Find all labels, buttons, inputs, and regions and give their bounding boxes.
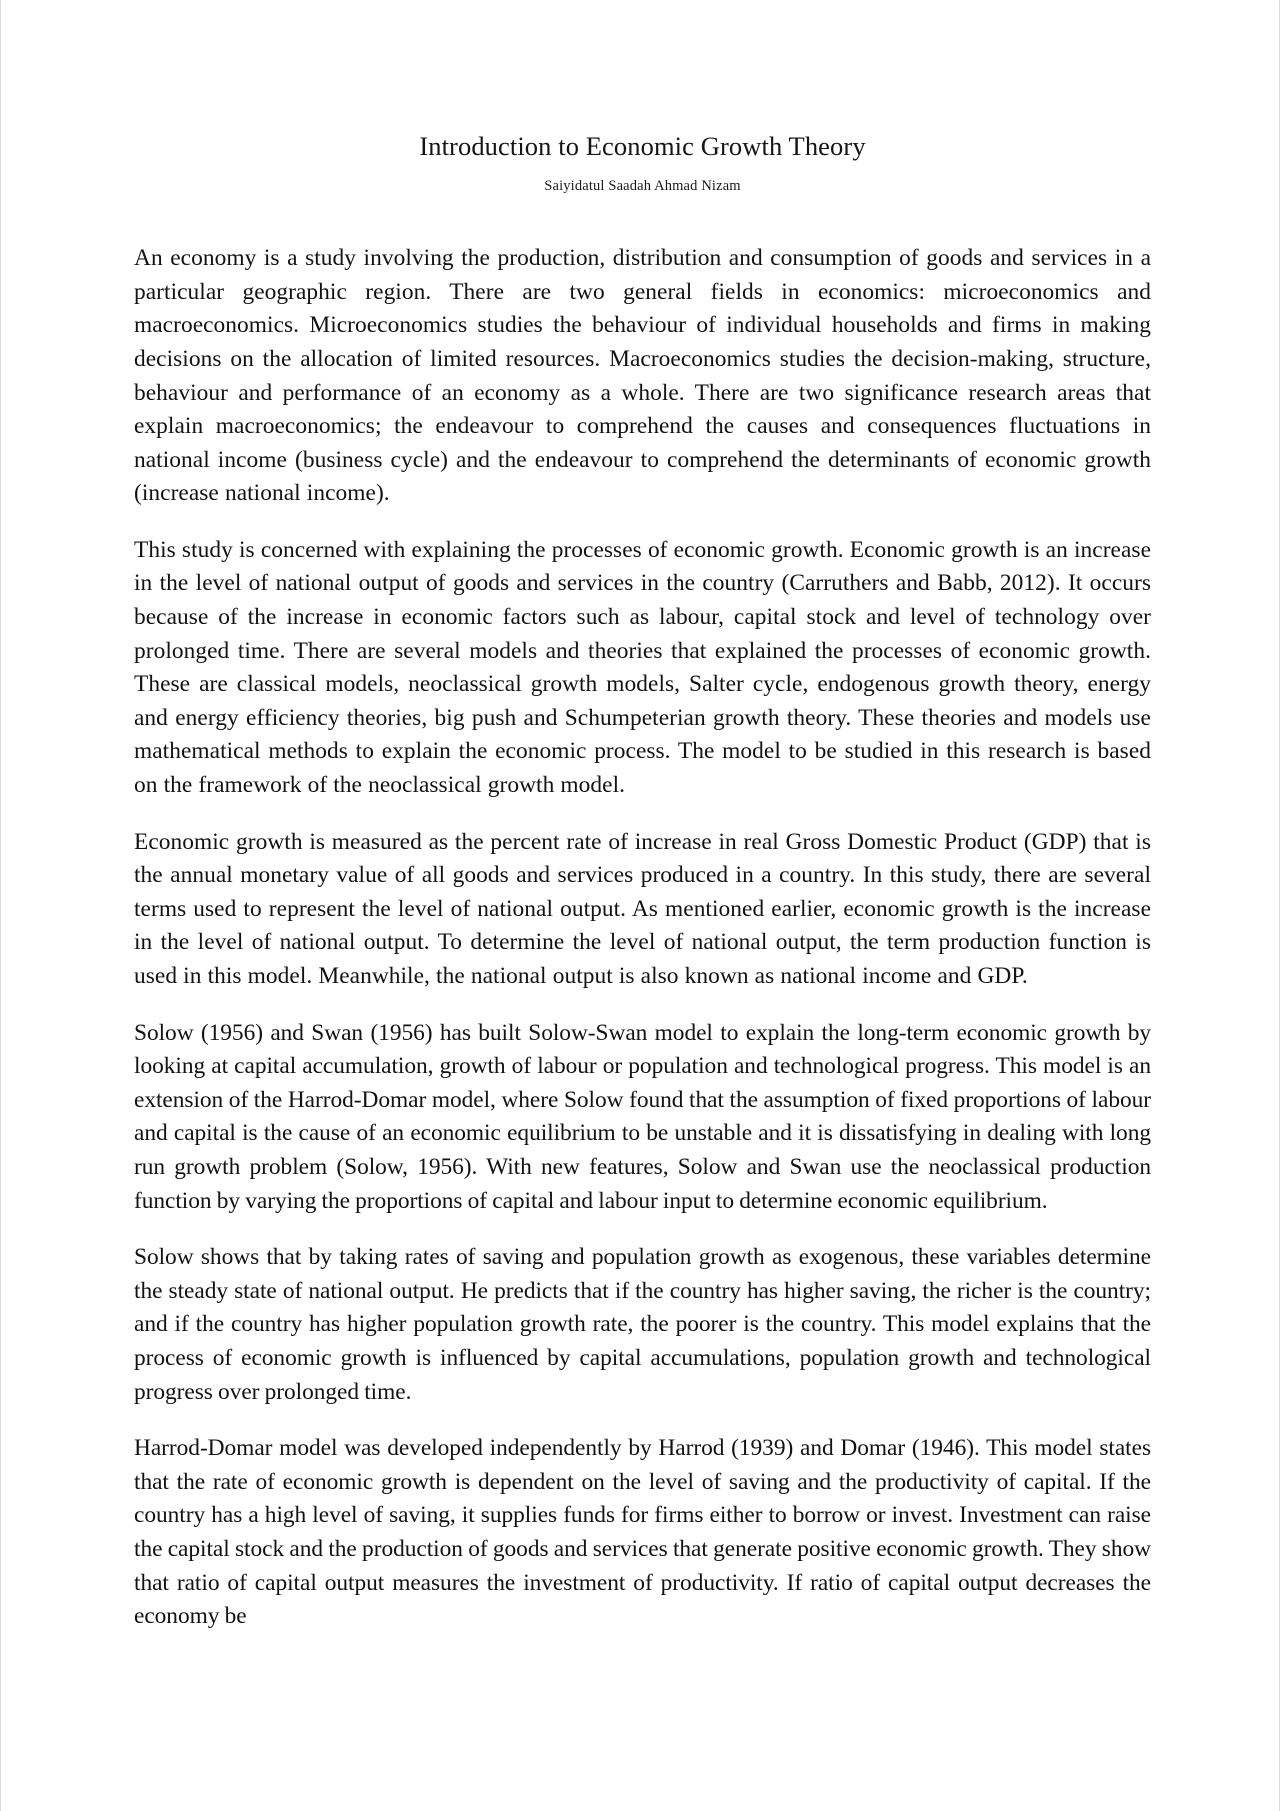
paragraph-2: This study is concerned with explaining the processes of economic growth. Economic growth is an increase in the level of national output of goods and services in the country (Carruthers and Babb, 2012). It occurs because of the increase in economic factors such as labour, capital stock and level of technology over prolonged time. There are several models and theories that explained the processes of economic growth. These are classical models, neoclassical growth models, Salter cycle, endogenous growth theory, energy and energy efficiency theories, big push and Schumpeterian growth theory. These theories and models use mathematical methods to explain the economic process. The model to be studied in this research is based on the framework of the neoclassical growth model. — [134, 536, 1151, 799]
page-title: Introduction to Economic Growth Theory — [419, 131, 866, 161]
author-byline: Saiyidatul Saadah Ahmad Nizam — [544, 178, 741, 195]
body-text — [134, 242, 1151, 1634]
paragraph-5: Solow shows that by taking rates of saving and population growth as exogenous, these variables determine the steady state of national output. He predicts that if the country has higher saving, the richer is the country; and if the country has higher population growth rate, the poorer is the country. This model explains that the process of economic growth is influenced by capital accumulations, population growth and technological progress over prolonged time. — [134, 1244, 1151, 1405]
paragraph-4: Solow (1956) and Swan (1956) has built Solow-Swan model to explain the long-term economic growth by looking at capital accumulation, growth of labour or population and technological progress. This model is an extension of the Harrod-Domar model, where Solow found that the assumption of fixed proportions of labour and capital is the cause of an economic equilibrium to be unstable and it is dissatisfying in dealing with long run growth problem (Solow, 1956). With new features, Solow and Swan use the neoclassical production function by varying the proportions of capital and labour input to determine economic equilibrium. — [134, 1019, 1151, 1214]
paragraph-1: An economy is a study involving the production, distribution and consumption of goods and services in a particular geographic region. There are two general fields in economics: microeconomics and macroeconomics. Microeconomics studies the behaviour of individual households and firms in making decisions on the allocation of limited resources. Macroeconomics studies the decision-making, structure, behaviour and performance of an economy as a whole. There are two significance research areas that explain macroeconomics; the endeavour to comprehend the causes and consequences fluctuations in national income (business cycle) and the endeavour to comprehend the determinants of economic growth (increase national income). — [134, 245, 1151, 507]
page-content-column — [134, 0, 1151, 1634]
paragraph-6: Harrod-Domar model was developed independently by Harrod (1939) and Domar (1946). This model states that the rate of economic growth is dependent on the level of saving and the productivity of capital. If the country has a high level of saving, it supplies funds for firms either to borrow or invest. Investment can raise the capital stock and the production of goods and services that generate positive economic growth. They show that ratio of capital output measures the investment of productivity. If ratio of capital output decreases the economy be — [134, 1435, 1151, 1630]
title-block — [134, 0, 1151, 195]
paragraph-3: Economic growth is measured as the percent rate of increase in real Gross Domestic Product (GDP) that is the annual monetary value of all goods and services produced in a country. In this study, there are several terms used to represent the level of national output. As mentioned earlier, economic growth is the increase in the level of national output. To determine the level of national output, the term production function is used in this model. Meanwhile, the national output is also known as national income and GDP. — [134, 828, 1151, 990]
